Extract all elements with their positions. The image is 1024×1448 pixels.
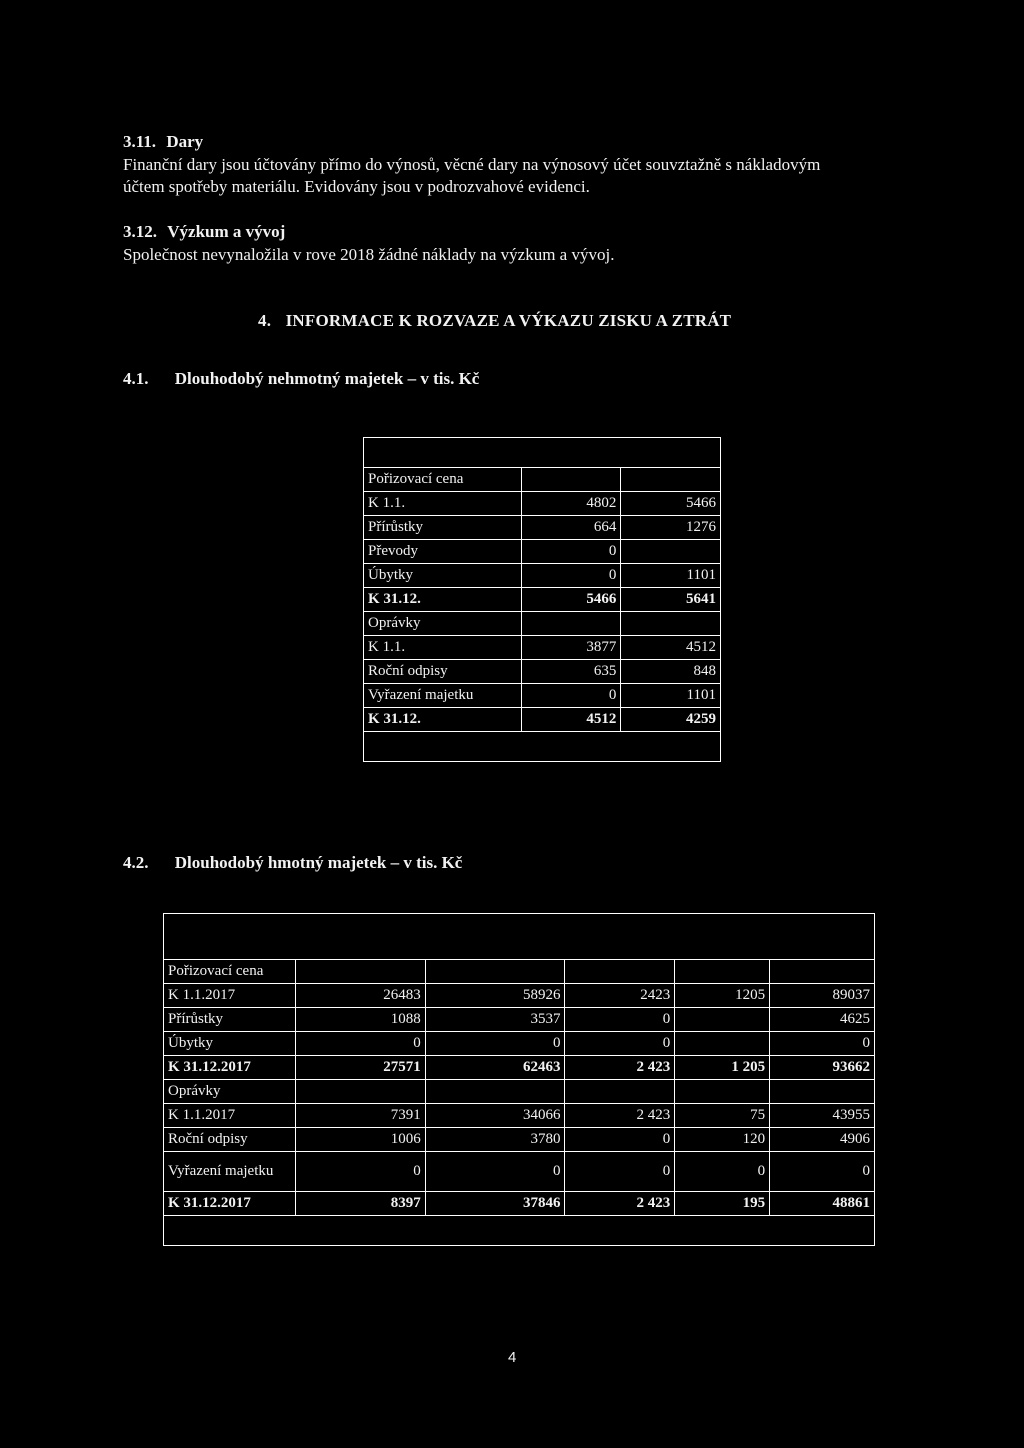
table-row <box>364 636 721 660</box>
table-row <box>164 1192 875 1216</box>
row-value <box>675 1008 770 1032</box>
table-row <box>164 1032 875 1056</box>
row-value: 4802 <box>521 492 621 516</box>
row-value: 4259 <box>621 708 721 732</box>
table-row <box>364 660 721 684</box>
row-value: 62463 <box>425 1056 565 1080</box>
row-label: Vyřazení majetku <box>164 1152 296 1192</box>
row-label: Přírůstky <box>164 1008 296 1032</box>
row-label: Roční odpisy <box>364 660 522 684</box>
row-label: Oprávky <box>164 1080 296 1104</box>
section-4-2-number: 4.2. <box>123 853 149 872</box>
row-label: Vyřazení majetku <box>364 684 522 708</box>
row-label: K 31.12.2017 <box>164 1192 296 1216</box>
row-value: 3537 <box>425 1008 565 1032</box>
table-row <box>364 492 721 516</box>
row-label: Úbytky <box>164 1032 296 1056</box>
row-value: 48861 <box>770 1192 875 1216</box>
row-value: 34066 <box>425 1104 565 1128</box>
row-value: 4512 <box>621 636 721 660</box>
row-label: Úbytky <box>364 564 522 588</box>
row-value: 195 <box>675 1192 770 1216</box>
row-value: 1276 <box>621 516 721 540</box>
row-label: K 31.12.2017 <box>164 1056 296 1080</box>
section-3-11-heading <box>123 131 203 153</box>
row-value: 0 <box>295 1152 425 1192</box>
row-value: 1088 <box>295 1008 425 1032</box>
row-label: Oprávky <box>364 612 522 636</box>
table-row <box>364 684 721 708</box>
row-value <box>565 1080 675 1104</box>
table-row <box>164 1080 875 1104</box>
row-value <box>770 1080 875 1104</box>
row-value: 26483 <box>295 984 425 1008</box>
row-value: 1101 <box>621 564 721 588</box>
row-value: 5641 <box>621 588 721 612</box>
row-value: 4625 <box>770 1008 875 1032</box>
row-value: 43955 <box>770 1104 875 1128</box>
row-value: 4906 <box>770 1128 875 1152</box>
section-4-1-number: 4.1. <box>123 369 149 388</box>
row-value: 5466 <box>521 588 621 612</box>
row-value <box>770 960 875 984</box>
row-value: 93662 <box>770 1056 875 1080</box>
section-3-12-number: 3.12. <box>123 222 157 241</box>
section-4-2-heading <box>123 852 462 874</box>
row-value: 2 423 <box>565 1192 675 1216</box>
table-row <box>164 1104 875 1128</box>
row-value <box>295 960 425 984</box>
section-3-11-title: Dary <box>166 132 204 151</box>
row-value: 635 <box>521 660 621 684</box>
row-value <box>425 960 565 984</box>
row-value: 0 <box>565 1152 675 1192</box>
row-value: 89037 <box>770 984 875 1008</box>
row-value <box>621 468 721 492</box>
row-value <box>675 1080 770 1104</box>
row-label: Roční odpisy <box>164 1128 296 1152</box>
row-value: 1101 <box>621 684 721 708</box>
tangible-assets-table <box>163 913 875 1246</box>
row-value: 0 <box>770 1152 875 1192</box>
row-value: 37846 <box>425 1192 565 1216</box>
row-value: 0 <box>521 684 621 708</box>
row-value: 0 <box>565 1128 675 1152</box>
row-value <box>621 540 721 564</box>
row-value <box>675 960 770 984</box>
section-3-12-text: Společnost nevynaložila v rove 2018 žádné náklady na výzkum a vývoj. <box>123 245 615 264</box>
row-label: Přírůstky <box>364 516 522 540</box>
row-value <box>621 612 721 636</box>
section-4-1-title: Dlouhodobý nehmotný majetek – v tis. Kč <box>174 369 480 388</box>
section-3-11-number: 3.11. <box>123 132 157 151</box>
row-value <box>675 1032 770 1056</box>
chapter-4-title: INFORMACE K ROZVAZE A VÝKAZU ZISKU A ZTRÁT <box>285 311 732 330</box>
row-value: 848 <box>621 660 721 684</box>
row-value: 27571 <box>295 1056 425 1080</box>
table-row <box>164 984 875 1008</box>
table-header-band <box>164 914 875 960</box>
table-header-band <box>364 438 721 468</box>
row-value <box>565 960 675 984</box>
section-4-2-title: Dlouhodobý hmotný majetek – v tis. Kč <box>174 853 463 872</box>
row-value: 2 423 <box>565 1056 675 1080</box>
row-label: K 1.1.2017 <box>164 1104 296 1128</box>
page-number: 4 <box>508 1349 517 1366</box>
row-value: 3877 <box>521 636 621 660</box>
row-value: 0 <box>425 1032 565 1056</box>
row-label: Pořizovací cena <box>364 468 522 492</box>
row-value: 0 <box>425 1152 565 1192</box>
row-value: 1 205 <box>675 1056 770 1080</box>
row-label: K 1.1.2017 <box>164 984 296 1008</box>
row-value: 0 <box>565 1032 675 1056</box>
row-label: Pořizovací cena <box>164 960 296 984</box>
table-row <box>164 1128 875 1152</box>
table-row <box>164 1008 875 1032</box>
table-footer-band <box>164 1216 875 1246</box>
table-row <box>164 1152 875 1192</box>
row-value <box>295 1080 425 1104</box>
row-value: 4512 <box>521 708 621 732</box>
row-value: 5466 <box>621 492 721 516</box>
row-value: 7391 <box>295 1104 425 1128</box>
section-3-12-title: Výzkum a vývoj <box>167 222 286 241</box>
table-row <box>364 588 721 612</box>
row-value: 0 <box>770 1032 875 1056</box>
table-row <box>364 468 721 492</box>
row-label: K 1.1. <box>364 492 522 516</box>
table-row <box>364 540 721 564</box>
chapter-4-number: 4. <box>258 311 272 330</box>
row-value: 0 <box>295 1032 425 1056</box>
table-footer-band <box>364 732 721 762</box>
row-value <box>521 468 621 492</box>
section-3-11-line-1: Finanční dary jsou účtovány přímo do výnosů, věcné dary na výnosový účet souvztažně s nákladovým <box>123 155 821 174</box>
row-label: Převody <box>364 540 522 564</box>
row-label: K 1.1. <box>364 636 522 660</box>
row-value: 8397 <box>295 1192 425 1216</box>
row-value: 1006 <box>295 1128 425 1152</box>
row-value: 1205 <box>675 984 770 1008</box>
row-label: K 31.12. <box>364 588 522 612</box>
row-value: 0 <box>675 1152 770 1192</box>
row-value: 0 <box>565 1008 675 1032</box>
table-row <box>364 564 721 588</box>
chapter-4-heading <box>258 310 731 332</box>
table-row <box>164 1056 875 1080</box>
row-value: 58926 <box>425 984 565 1008</box>
section-3-12-heading <box>123 221 285 243</box>
row-value: 2 423 <box>565 1104 675 1128</box>
row-label: K 31.12. <box>364 708 522 732</box>
row-value: 120 <box>675 1128 770 1152</box>
table-row <box>164 960 875 984</box>
row-value: 2423 <box>565 984 675 1008</box>
section-4-1-heading <box>123 368 479 390</box>
row-value: 0 <box>521 564 621 588</box>
row-value: 0 <box>521 540 621 564</box>
row-value: 3780 <box>425 1128 565 1152</box>
table-row <box>364 516 721 540</box>
table-row <box>364 708 721 732</box>
row-value <box>521 612 621 636</box>
row-value <box>425 1080 565 1104</box>
section-3-11-line-2: účtem spotřeby materiálu. Evidovány jsou v podrozvahové evidenci. <box>123 177 590 196</box>
row-value: 664 <box>521 516 621 540</box>
intangible-assets-table <box>363 437 721 762</box>
row-value: 75 <box>675 1104 770 1128</box>
table-row <box>364 612 721 636</box>
